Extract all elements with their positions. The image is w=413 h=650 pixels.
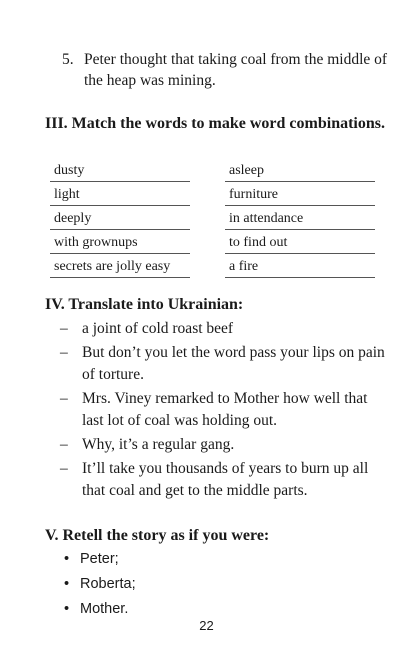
retell-list (62, 548, 136, 623)
question-text: Peter thought that taking coal from the middle of the heap was mining. (84, 51, 388, 89)
list-item-text: Mother. (80, 601, 129, 617)
match-right-cell: to find out (225, 232, 375, 254)
bullet-marker: • (64, 601, 70, 617)
dash-marker: – (60, 320, 68, 337)
section-3-heading: III. Match the words to make word combinations. (45, 115, 385, 132)
match-right-cell: asleep (225, 160, 375, 182)
match-left-cell: secrets are jolly easy (50, 256, 190, 278)
dash-marker: – (60, 460, 68, 477)
section-5-heading: V. Retell the story as if you were: (45, 527, 270, 544)
match-right-cell: furniture (225, 184, 375, 206)
match-table (50, 160, 375, 280)
translate-list (60, 318, 390, 504)
dash-marker: – (60, 390, 68, 407)
match-left-cell: deeply (50, 208, 190, 230)
match-left-cell: dusty (50, 160, 190, 182)
list-item-text: But don’t you let the word pass your lips on pain of torture. (82, 344, 385, 383)
list-item-text: Mrs. Viney remarked to Mother how well that last lot of coal was holding out. (82, 390, 368, 429)
list-item (60, 434, 390, 456)
page-number: 22 (199, 618, 214, 633)
list-item (62, 573, 136, 596)
dash-marker: – (60, 344, 68, 361)
list-item-text: Roberta; (80, 576, 136, 592)
match-left-cell: light (50, 184, 190, 206)
list-item-text: a joint of cold roast beef (82, 320, 234, 337)
match-row (50, 184, 375, 208)
list-item-text: Why, it’s a regular gang. (82, 436, 235, 453)
dash-marker: – (60, 436, 68, 453)
match-right-cell: a fire (225, 256, 375, 278)
list-item-text: It’ll take you thousands of years to burn up all that coal and get to the middle parts. (82, 460, 369, 499)
match-right-cell: in attendance (225, 208, 375, 230)
match-row (50, 232, 375, 256)
bullet-marker: • (64, 576, 70, 592)
question-5 (62, 49, 392, 91)
list-item (60, 318, 390, 340)
list-item (60, 388, 390, 432)
match-row (50, 208, 375, 232)
list-item (60, 458, 390, 502)
list-item-text: Peter; (80, 551, 119, 567)
bullet-marker: • (64, 551, 70, 567)
match-left-cell: with grownups (50, 232, 190, 254)
section-4-heading: IV. Translate into Ukrainian: (45, 296, 244, 313)
match-row (50, 160, 375, 184)
match-row (50, 256, 375, 280)
list-item (60, 342, 390, 386)
list-item (62, 548, 136, 571)
question-number: 5. (62, 51, 74, 68)
